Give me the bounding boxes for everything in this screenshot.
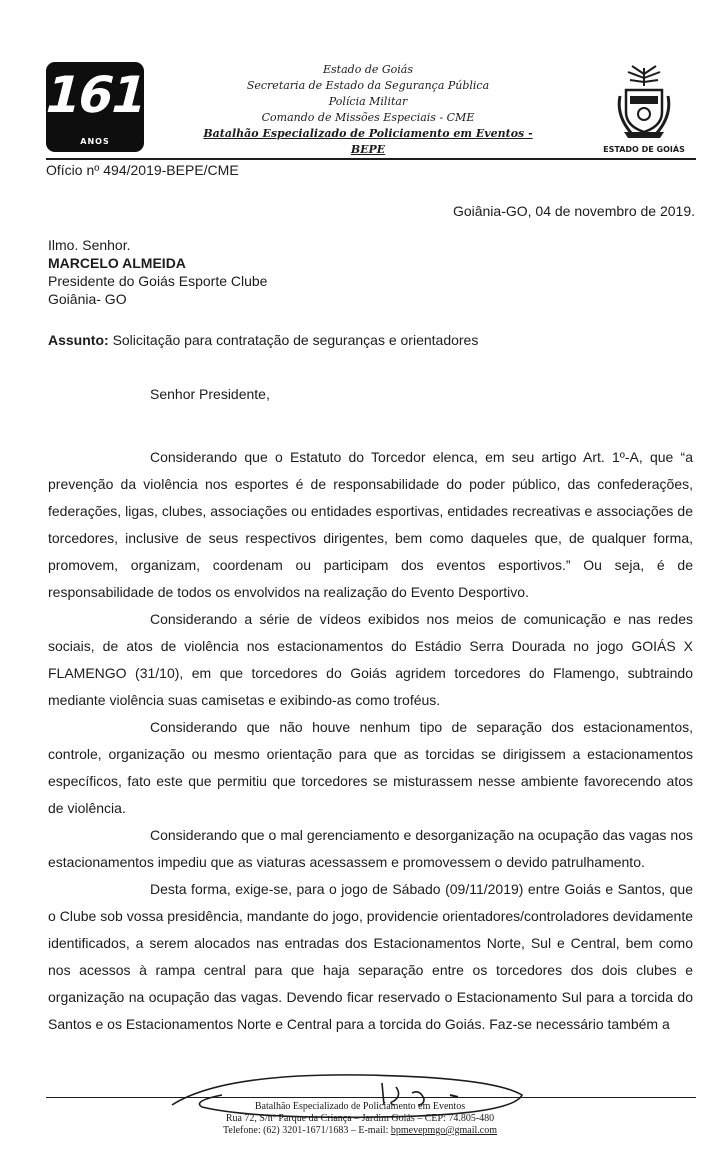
- letterhead-line-state: Estado de Goiás: [323, 63, 413, 76]
- paragraph-videos: Considerando a série de vídeos exibidos nos meios de comunicação e nas redes sociais, de atos de violência nos estacionamentos do Estádio Serra Dourada no jogo GOIÁS X FLAMENGO (31/10), em que torcedores do Goiás agridem torcedores do Flamengo, subtraindo mediante violência suas camisetas e exibindo-as como troféus.: [48, 611, 693, 708]
- footer-street: Rua 72, S/nº Parque da Criança – Jardim Goiás – CEP: 74.805-480: [225, 1113, 495, 1124]
- footer-divider: [46, 1097, 696, 1098]
- header-divider: [46, 158, 696, 160]
- oficio-number: Ofício nº 494/2019-BEPE/CME: [46, 162, 239, 178]
- paragraph-demand: Desta forma, exige-se, para o jogo de Sábado (09/11/2019) entre Goiás e Santos, que o Clube sob vossa presidência, mandante do jogo, providencie orientadores/controladores devidamente identificados, a serem alocados nas entradas dos Estacionamentos Norte, Sul e Central, bem como nos acessos à rampa central para que haja separação entre os torcedores dos dois clubes e organização na ocupação das vagas. Devendo ficar reservado o Estacionamento Sul para a torcida do Santos e os Estacionamentos Norte e Central para a torcida do Goiás. Faz-se necessário também a: [48, 881, 693, 1032]
- footer-address: [100, 1101, 620, 1137]
- state-crest: [603, 62, 685, 154]
- addressee-name: MARCELO ALMEIDA: [48, 255, 186, 271]
- subject-line: [48, 332, 478, 348]
- footer-email-link[interactable]: bpmevepmgo@gmail.com: [390, 1125, 497, 1136]
- subject-label: Assunto:: [48, 332, 109, 348]
- logo-number: 161: [38, 66, 152, 124]
- letter-date: Goiânia-GO, 04 de novembro de 2019.: [452, 203, 695, 219]
- logo-subtitle: ANOS: [80, 137, 110, 146]
- paragraph-statute: Considerando que o Estatuto do Torcedor elenca, em seu artigo Art. 1º-A, que “a prevenção da violência nos esportes é de responsabilidade do poder público, das confederações, federações, ligas, clubes, associações ou entidades esportivas, entidades recreativas e associações de torcedores, inclusive de seus respectivos dirigentes, bem como daqueles que, de qualquer forma, promovem, organizam, coordenam ou participam dos eventos esportivos.” Ou seja, é de responsabilidade de todos os envolvidos na realização do Evento Desportivo.: [48, 449, 693, 600]
- addressee-city: Goiânia- GO: [48, 291, 127, 307]
- addressee-title: Presidente do Goiás Esporte Clube: [48, 273, 268, 289]
- letter-body: [48, 444, 693, 1038]
- logo-161-anos: [38, 62, 152, 152]
- footer-contact: [100, 1125, 620, 1137]
- footer-unit: Batalhão Especializado de Policiamento em Eventos: [254, 1101, 466, 1112]
- greeting: Senhor Presidente,: [150, 386, 270, 402]
- addressee-block: [48, 236, 267, 308]
- letterhead: [190, 62, 546, 158]
- addressee-salutation: Ilmo. Senhor.: [48, 237, 131, 253]
- subject-text: Solicitação para contratação de seguranças e orientadores: [112, 332, 479, 348]
- letterhead-line-secretariat: Secretaria de Estado da Segurança Pública: [246, 79, 490, 92]
- paragraph-management: Considerando que o mal gerenciamento e desorganização na ocupação das vagas nos estacionamentos impediu que as viaturas acessassem e promovessem o devido patrulhamento.: [48, 827, 693, 870]
- letterhead-line-police: Polícia Militar: [328, 95, 408, 108]
- crest-icon: [606, 62, 682, 142]
- letterhead-line-command: Comando de Missões Especiais - CME: [261, 111, 475, 124]
- letterhead-line-unit: Batalhão Especializado de Policiamento em Eventos - BEPE: [203, 127, 533, 156]
- paragraph-separation: Considerando que não houve nenhum tipo de separação dos estacionamentos, controle, organização ou mesmo orientação para que as torcidas se dirigissem a estacionamentos específicos, fato este que permitiu que torcedores se misturassem nesse ambiente favorecendo atos de violência.: [48, 719, 693, 816]
- crest-label: ESTADO DE GOIÁS: [603, 145, 685, 154]
- footer-phone: Telefone: (62) 3201-1671/1683 – E-mail:: [222, 1125, 389, 1136]
